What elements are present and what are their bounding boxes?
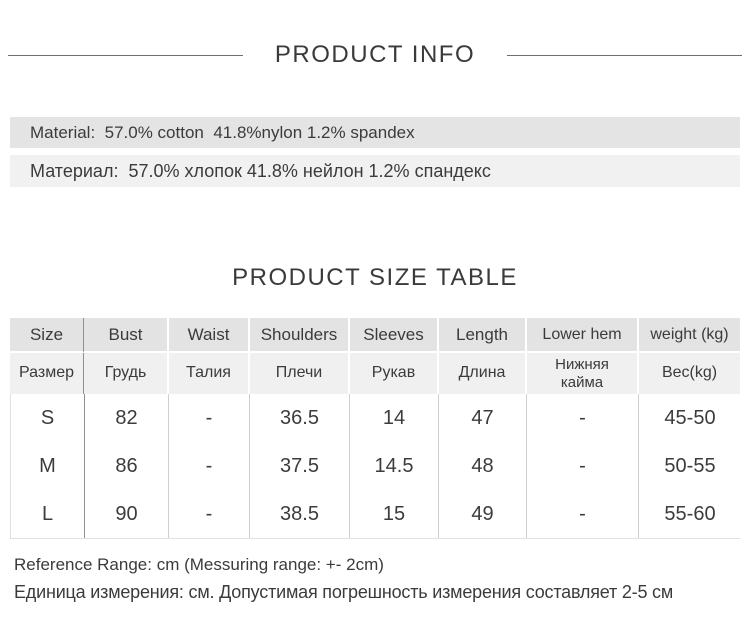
divider-line-left	[8, 55, 243, 56]
table-cell: 82	[84, 394, 168, 442]
header-length: Length	[437, 318, 525, 353]
header-waist: Waist	[167, 318, 248, 353]
size-row-s	[11, 394, 739, 442]
header-size: Size	[10, 318, 83, 353]
header-row-en	[10, 318, 740, 353]
header-lower-hem-ru	[525, 353, 637, 394]
size-row-m	[11, 442, 739, 490]
table-cell: 38.5	[249, 490, 349, 538]
header-shoulders: Shoulders	[248, 318, 348, 353]
table-cell: S	[11, 394, 84, 442]
size-table	[10, 318, 740, 539]
table-cell: 49	[438, 490, 526, 538]
table-cell: 14.5	[349, 442, 438, 490]
header-length-ru: Длина	[437, 353, 525, 394]
size-table-title: PRODUCT SIZE TABLE	[232, 264, 518, 291]
header-row-ru	[10, 353, 740, 394]
size-row-l	[11, 490, 739, 538]
reference-range-note-ru: Единица измерения: см. Допустимая погрешность измерения составляет 2-5 см	[14, 582, 674, 602]
header-weight-ru: Вес(kg)	[637, 353, 740, 394]
table-cell: 45-50	[638, 394, 741, 442]
header-weight: weight (kg)	[637, 318, 740, 353]
table-cell: 37.5	[249, 442, 349, 490]
size-table-body	[10, 394, 740, 539]
header-bust: Bust	[83, 318, 167, 353]
table-cell: -	[168, 490, 249, 538]
material-bar-en	[10, 117, 740, 148]
material-text-en: Material: 57.0% cotton 41.8%nylon 1.2% spandex	[30, 122, 415, 142]
header-lower-hem: Lower hem	[525, 318, 637, 353]
table-cell: -	[526, 490, 638, 538]
header-bust-ru: Грудь	[83, 353, 167, 394]
header-sleeves: Sleeves	[348, 318, 437, 353]
table-cell: M	[11, 442, 84, 490]
header-size-ru: Размер	[10, 353, 83, 394]
table-cell: 14	[349, 394, 438, 442]
table-cell: 47	[438, 394, 526, 442]
header-sleeves-ru: Рукав	[348, 353, 437, 394]
table-cell: 90	[84, 490, 168, 538]
divider-line-right	[507, 55, 742, 56]
header-lower-hem-ru-label: Нижняя кайма	[555, 356, 609, 391]
header-waist-ru: Талия	[167, 353, 248, 394]
reference-range-note-en: Reference Range: cm (Messuring range: +- 2cm)	[14, 555, 384, 574]
table-cell: 86	[84, 442, 168, 490]
table-cell: -	[526, 394, 638, 442]
header-shoulders-ru: Плечи	[248, 353, 348, 394]
table-cell: 55-60	[638, 490, 741, 538]
product-info-title-row	[0, 40, 750, 70]
table-cell: 48	[438, 442, 526, 490]
size-table-title-row	[0, 263, 750, 293]
table-cell: 15	[349, 490, 438, 538]
table-cell: 36.5	[249, 394, 349, 442]
table-cell: -	[168, 394, 249, 442]
table-cell: 50-55	[638, 442, 741, 490]
table-cell: -	[168, 442, 249, 490]
product-info-title: PRODUCT INFO	[274, 41, 476, 68]
table-cell: -	[526, 442, 638, 490]
material-bar-ru	[10, 155, 740, 187]
table-cell: L	[11, 490, 84, 538]
material-text-ru: Материал: 57.0% хлопок 41.8% нейлон 1.2% спандекс	[30, 160, 491, 181]
